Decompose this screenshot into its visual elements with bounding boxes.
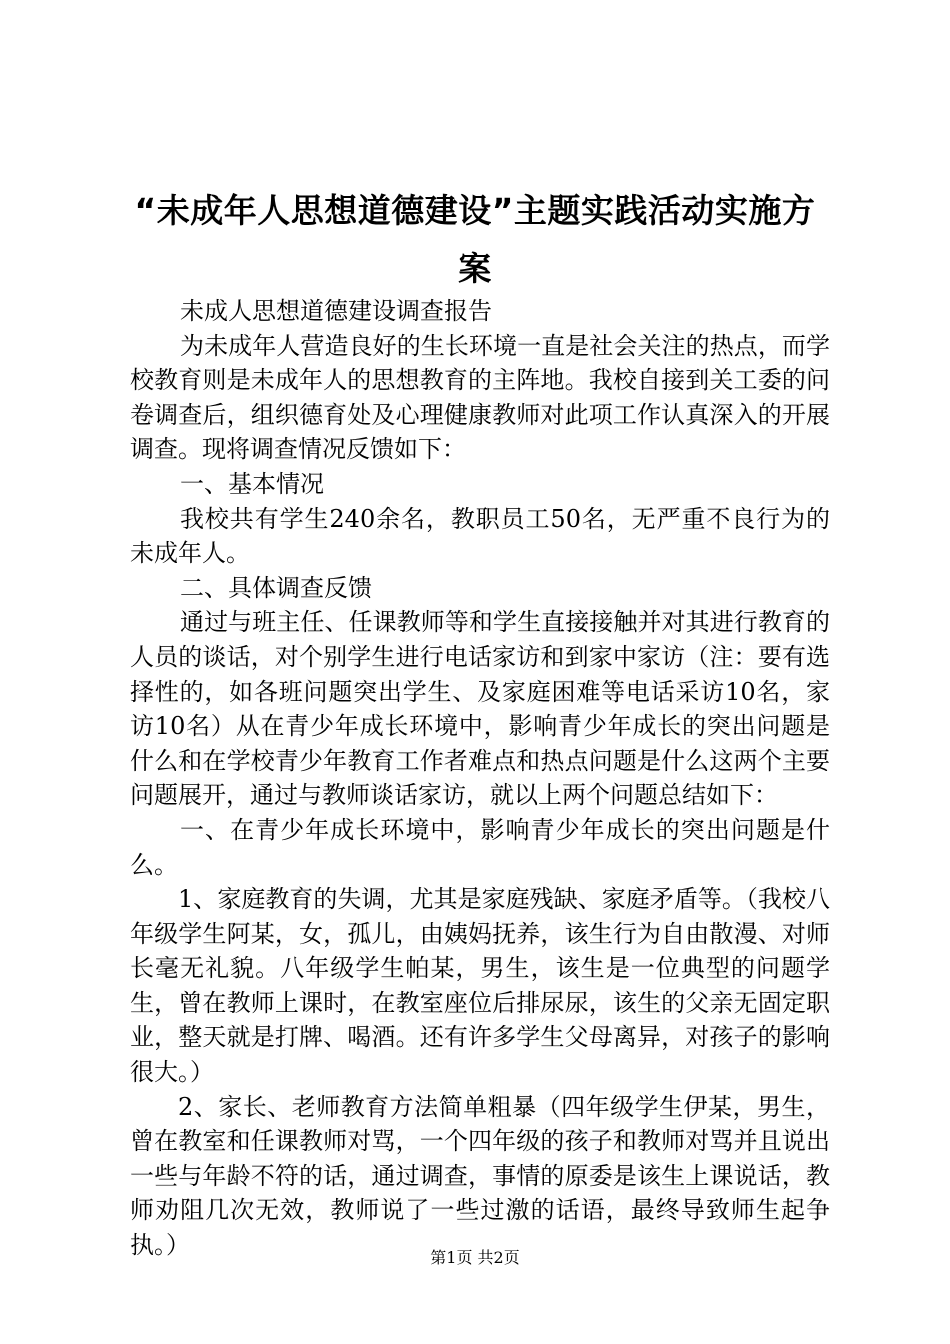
document-body — [130, 294, 830, 1263]
basic-info-paragraph: 我校共有学生240余名，教职员工50名，无严重不良行为的未成年人。 — [130, 504, 830, 568]
document-title: “未成年人思想道德建设”主题实践活动实施方案 — [134, 191, 816, 288]
page-footer: 第1页 共2页 — [430, 1248, 520, 1267]
point-2-paragraph: 2、家长、老师教育方法简单粗暴（四年级学生伊某，男生，曾在教室和任课教师对骂，一个四年级的孩子和教师对骂并且说出一些与年龄不符的话，通过调查，事情的原委是该生上课说话，教师劝阻几次无效，教师说了一些过激的话语，最终导致师生起争执。） — [130, 1092, 830, 1260]
section-heading-feedback: 二、具体调查反馈 — [180, 573, 372, 602]
question-heading: 一、在青少年成长环境中，影响青少年成长的突出问题是什么。 — [130, 815, 830, 879]
report-subtitle: 未成人思想道德建设调查报告 — [180, 297, 492, 325]
point-1-paragraph: 1、家庭教育的失调，尤其是家庭残缺、家庭矛盾等。（我校八年级学生阿某，女，孤儿，由姨妈抚养，该生行为自由散漫、对师长毫无礼貌。八年级学生帕某，男生，该生是一位典型的问题学生，曾在教师上课时，在教室座位后排尿尿，该生的父亲无固定职业，整天就是打牌、喝酒。还有许多学生父母离异，对孩子的影响很大。） — [130, 885, 830, 1087]
section-heading-basic: 一、基本情况 — [180, 469, 324, 498]
intro-paragraph: 为未成年人营造良好的生长环境一直是社会关注的热点，而学校教育则是未成年人的思想教育的主阵地。我校自接到关工委的问卷调查后，组织德育处及心理健康教师对此项工作认真深入的开展调查。现将调查情况反馈如下： — [130, 331, 830, 464]
feedback-paragraph: 通过与班主任、任课教师等和学生直接接触并对其进行教育的人员的谈话，对个别学生进行电话家访和到家中家访（注：要有选择性的，如各班问题突出学生、及家庭困难等电话采访10名，家访10名）从在青少年成长环境中，影响青少年成长的突出问题是什么和在学校青少年教育工作者难点和热点问题是什么这两个主要问题展开，通过与教师谈话家访，就以上两个问题总结如下： — [130, 608, 830, 810]
